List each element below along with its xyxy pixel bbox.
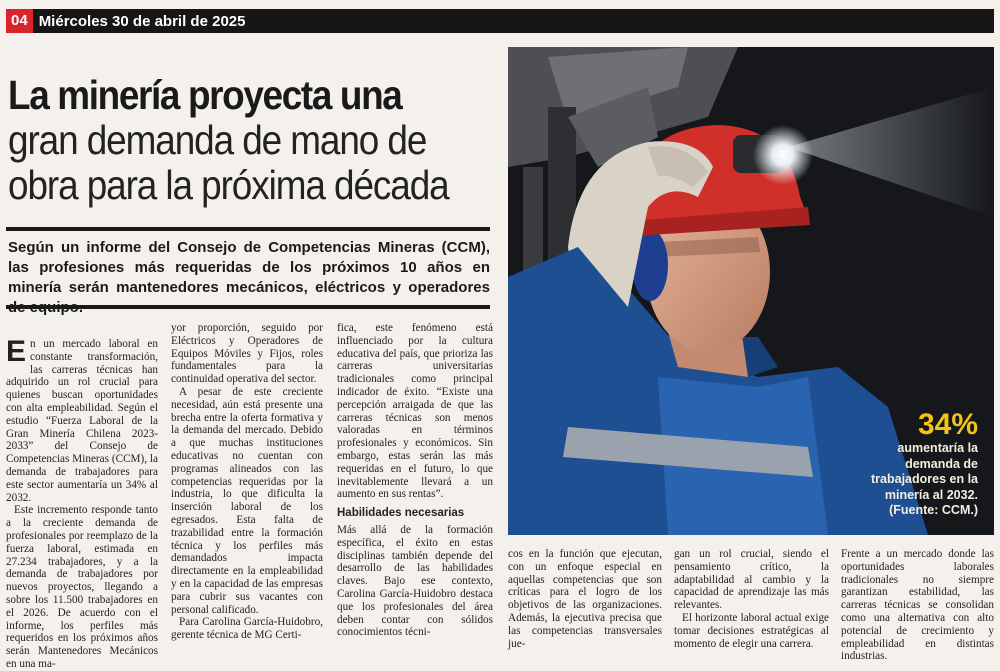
headline-divider bbox=[6, 227, 490, 231]
article-headline bbox=[8, 72, 488, 208]
body-paragraph: Este incremento responde tanto a la creciente demanda de profesionales por reemplazo de la fuerza laboral, estimada en 27.234 trabajadores, y a la demanda de trabajadores por nuevos proyectos, llegando a sobre los 11.500 trabajadores en el 2026. De acuerdo con el informe, los perfiles más requeridos en los próximos años serán Mantenedores Mecánicos en una ma- bbox=[6, 504, 158, 670]
body-column-2 bbox=[171, 322, 323, 644]
body-paragraph: cos en la función que ejecutan, con un enfoque especial en aquellas competencias que son críticas para el logro de los objetivos de las organizaciones. Además, la ejecutiva precisa que las competencias transversales jue- bbox=[508, 548, 662, 650]
body-paragraph: fica, este fenómeno está influenciado por la cultura educativa del país, que prioriza las carreras universitarias tradicionales como principal indicador de éxito. “Existe una percepción arraigada de que las carreras técnicas son menos valoradas en términos profesionales y económicos. Sin embargo, estas serán las más requeridas en el futuro, lo que inevitablemente llevará a un aumento en sus rentas”. bbox=[337, 322, 493, 501]
headline-line-3: obra para la próxima década bbox=[8, 162, 449, 208]
body-paragraph: En un mercado laboral en constante transformación, las carreras técnicas han adquirido un rol crucial para quienes buscan oportunidades con alta empleabilidad. Según el estudio “Fuerza Laboral de la Gran Minería Chilena 2023-2033” del Consejo de Competencias Mineras (CCM), la demanda de trabajadores para este sector aumentaría un 34% al 2032. bbox=[6, 335, 158, 504]
body-paragraph: Para Carolina García-Huidobro, gerente técnica de MG Certi- bbox=[171, 616, 323, 642]
stat-caption-line: aumentaría la bbox=[897, 441, 978, 455]
body-column-1 bbox=[6, 335, 158, 670]
stat-caption-line: demanda de bbox=[905, 456, 978, 471]
headline-line-2: gran demanda de mano de bbox=[8, 117, 427, 163]
stat-percentage: 34% bbox=[917, 408, 978, 441]
page-header-bar bbox=[6, 9, 994, 33]
photo-stat-callout bbox=[871, 409, 978, 519]
drop-cap: E bbox=[6, 335, 27, 368]
miner-photo bbox=[508, 47, 994, 535]
stat-caption-line: minería al 2032. bbox=[884, 487, 978, 502]
lead-divider bbox=[6, 305, 490, 309]
body-column-6 bbox=[841, 548, 994, 663]
body-paragraph: yor proporción, seguido por Eléctricos y Operadores de Equipos Móviles y Fijos, roles fundamentales para la continuidad operativa del sector. bbox=[171, 322, 323, 386]
section-subhead: Habilidades necesarias bbox=[337, 507, 465, 520]
page-number: 04 bbox=[6, 9, 33, 33]
body-column-3 bbox=[337, 322, 493, 644]
body-paragraph: Más allá de la formación específica, el éxito en estas disciplinas también depende del desarrollo de las habilidades claves. Bajo ese contexto, Carolina García-Huidobro destaca que los profesionales del área deben contar con sólidos conocimientos técni- bbox=[337, 523, 493, 639]
body-column-4 bbox=[508, 548, 662, 650]
issue-date: Miércoles 30 de abril de 2025 bbox=[38, 12, 246, 30]
body-paragraph: gan un rol crucial, siendo el pensamiento crítico, la adaptabilidad al cambio y la capacidad de aprendizaje las más relevantes. bbox=[674, 548, 829, 612]
body-paragraph: A pesar de este creciente necesidad, aún está presente una brecha entre la oferta formativa y la demanda del mercado. Debido a que muchas instituciones educativas no cuentan con programas alineados con las competencias requeridas por la industria, lo que dificulta la inserción laboral de los egresados. Esta falta de trazabilidad entre la formación técnica y los perfiles más demandados impacta directamente en la empleabilidad y en la capacidad de las empresas para cubrir sus vacantes con personal calificado. bbox=[171, 385, 323, 616]
article-lead: Según un informe del Consejo de Competencias Mineras (CCM), las profesiones más requeridas de los próximos 10 años en minería serán mantenedores mecánicos, eléctricos y operadores bbox=[8, 239, 490, 296]
stat-source: (Fuente: CCM.) bbox=[889, 503, 978, 517]
body-paragraph: Frente a un mercado donde las oportunidades laborales tradicionales no siempre garantizan estabilidad, las carreras técnicas se consolidan como una alternativa con alto potencial de crecimiento y empleabilidad en distintas industrias. bbox=[841, 548, 994, 663]
body-paragraph: El horizonte laboral actual exige tomar decisiones estratégicas al momento de elegir una carrera. bbox=[674, 611, 829, 650]
headline-line-1: La minería proyecta una bbox=[8, 72, 402, 118]
body-column-5 bbox=[674, 548, 829, 650]
stat-caption-line: trabajadores en la bbox=[871, 472, 978, 486]
